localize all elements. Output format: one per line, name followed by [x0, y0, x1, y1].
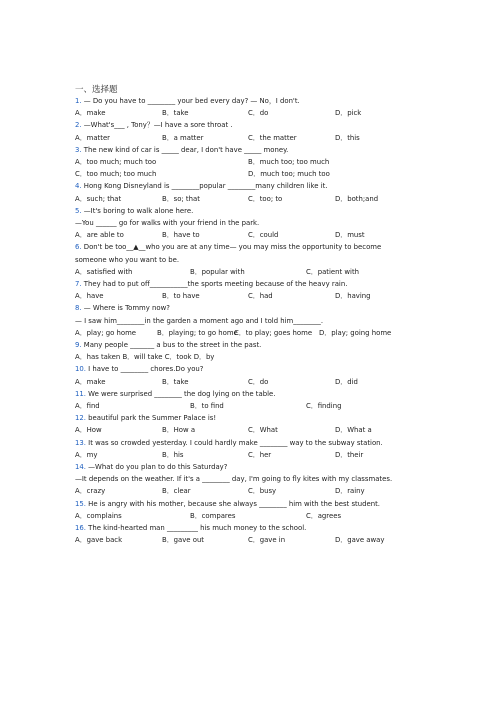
answer-option: B．have to [162, 231, 200, 240]
answer-option: B．popular with [190, 267, 245, 276]
question-stem [75, 524, 306, 533]
question-stem [75, 439, 383, 448]
question-stem [75, 207, 193, 216]
question-stem [75, 280, 347, 289]
question-number: 10. [75, 365, 86, 374]
answer-option: B．take [162, 377, 189, 386]
question-number: 12. [75, 414, 86, 423]
question-number: 16. [75, 524, 86, 532]
answer-option: A．satisfied with [75, 267, 133, 276]
answer-option: C．too; to [248, 194, 283, 203]
question-number: 3. [75, 145, 82, 154]
question-number: 13. [75, 438, 86, 447]
question-text-continued: —It depends on the weather. If it's a ________ day, I'm going to fly kites with my classmates. [75, 475, 393, 484]
answer-option: B．playing; to go home [157, 328, 238, 337]
question-text: — Where is Tommy now? [81, 304, 170, 313]
answer-option: B．a matter [162, 133, 204, 142]
answer-option: D．having [335, 292, 371, 301]
answer-option: C．gave in [248, 536, 286, 545]
answer-option: C．busy [248, 487, 277, 496]
question-text: The new kind of car is _____ dear, I don't have _____ money. [81, 145, 289, 154]
question-number: 6. [75, 243, 82, 252]
question-text: They had to put off___________the sports meeting because of the heavy rain. [81, 280, 348, 288]
question-stem [75, 365, 203, 374]
answer-option: C．her [248, 450, 272, 459]
answer-option: B．gave out [162, 536, 205, 545]
question-number: 15. [75, 499, 86, 508]
answer-option: D．rainy [335, 487, 365, 496]
question-stem [75, 304, 170, 313]
answer-option: B．clear [162, 487, 191, 496]
answer-option: B．How a [162, 426, 196, 435]
answer-option: B．to find [190, 402, 224, 410]
question-number: 2. [75, 121, 82, 130]
answer-option: D．much too; much too [248, 170, 330, 179]
question-text: Many people _______ a bus to the street in the past. [81, 341, 262, 349]
question-text: —It's boring to walk alone here. [81, 206, 194, 215]
answer-option: D．their [335, 450, 364, 459]
answer-option: A．too much; much too [75, 158, 157, 166]
question-text: beautiful park the Summer Palace is! [85, 414, 217, 423]
answer-option: A．are able to [75, 231, 124, 240]
answer-option: D．What a [335, 426, 372, 435]
question-text-continued: — I saw him________in the garden a moment ago and I told him________. [75, 316, 324, 325]
answer-option: D．both;and [335, 194, 379, 203]
question-text-continued: someone who you want to be. [75, 255, 180, 264]
question-text: The kind-hearted man _________ his much money to the school. [85, 524, 307, 532]
answer-option: D．must [335, 231, 365, 240]
question-text: —What do you plan to do this Saturday? [85, 463, 228, 471]
question-number: 5. [75, 206, 82, 215]
section-title: 一、选择题 [75, 85, 118, 95]
question-number: 7. [75, 280, 82, 288]
question-stem [75, 243, 381, 252]
answer-option: A．gave back [75, 536, 123, 545]
answer-option: B．to have [162, 292, 200, 301]
answer-option: C．had [248, 292, 273, 301]
question-text: He is angry with his mother, because she always ________ him with the best student. [85, 499, 380, 508]
question-text: —What's___ , Tony？—I have a sore throat . [81, 121, 233, 130]
answer-option: A．play; go home [75, 328, 137, 337]
answer-option: A．make [75, 109, 106, 118]
question-text-continued: —You ______ go for walks with your friend in the park. [75, 219, 260, 227]
answer-option: A．find [75, 402, 100, 410]
answer-option: C．too much; too much [75, 170, 157, 179]
question-text: It was so crowded yesterday. I could hardly make ________ way to the subway station. [85, 438, 383, 447]
question-number: 1. [75, 97, 82, 105]
question-stem [75, 146, 288, 155]
answer-option: D．did [335, 377, 358, 386]
question-number: 4. [75, 182, 82, 191]
answer-option: B．so; that [162, 194, 200, 203]
question-number: 8. [75, 304, 82, 313]
question-text: Don't be too__▲__who you are at any time— you may miss the opportunity to become [81, 243, 382, 252]
question-stem [75, 341, 261, 350]
question-text: Hong Kong Disneyland is ________popular ________many children like it. [81, 182, 328, 191]
question-number: 9. [75, 341, 82, 349]
answer-option: C．finding [306, 402, 342, 410]
answer-option: B．take [162, 109, 189, 118]
question-text: — Do you have to ________ your bed every day? — No，I don't. [81, 97, 300, 105]
question-stem [75, 390, 275, 399]
answer-option: D．this [335, 133, 360, 142]
answer-option: C．do [248, 109, 269, 118]
answer-option: C．agrees [306, 511, 342, 520]
question-number: 14. [75, 463, 86, 471]
question-stem [75, 500, 380, 509]
answer-option: B．compares [190, 511, 236, 520]
question-text: I have to ________ chores.Do you? [85, 365, 204, 374]
question-stem [75, 97, 300, 106]
answer-option: A．complains [75, 511, 122, 520]
answer-option: D．gave away [335, 536, 385, 545]
question-stem [75, 121, 233, 130]
answer-option: A．such; that [75, 194, 122, 203]
answer-option: C．patient with [306, 267, 360, 276]
answer-option: B．much too; too much [248, 158, 330, 166]
answer-option: B．his [162, 450, 184, 459]
answer-option: D．pick [335, 109, 362, 118]
answer-options: A．has taken B．will take C．took D．by [75, 353, 215, 362]
answer-option: A．crazy [75, 487, 106, 496]
question-stem [75, 463, 227, 472]
answer-option: D．play; going home [319, 328, 392, 337]
question-text: We were surprised ________ the dog lying on the table. [85, 389, 276, 398]
question-stem [75, 414, 216, 423]
answer-option: A．my [75, 450, 98, 459]
answer-option: C．do [248, 377, 269, 386]
answer-option: C．could [248, 231, 279, 240]
answer-option: A．How [75, 426, 102, 435]
question-number: 11. [75, 389, 86, 398]
answer-option: C．What [248, 426, 278, 435]
question-stem [75, 182, 328, 191]
answer-option: C．the matter [248, 133, 297, 142]
answer-option: C．to play; goes home [234, 328, 313, 337]
answer-option: A．make [75, 377, 106, 386]
answer-option: A．matter [75, 133, 111, 142]
answer-option: A．have [75, 292, 104, 301]
